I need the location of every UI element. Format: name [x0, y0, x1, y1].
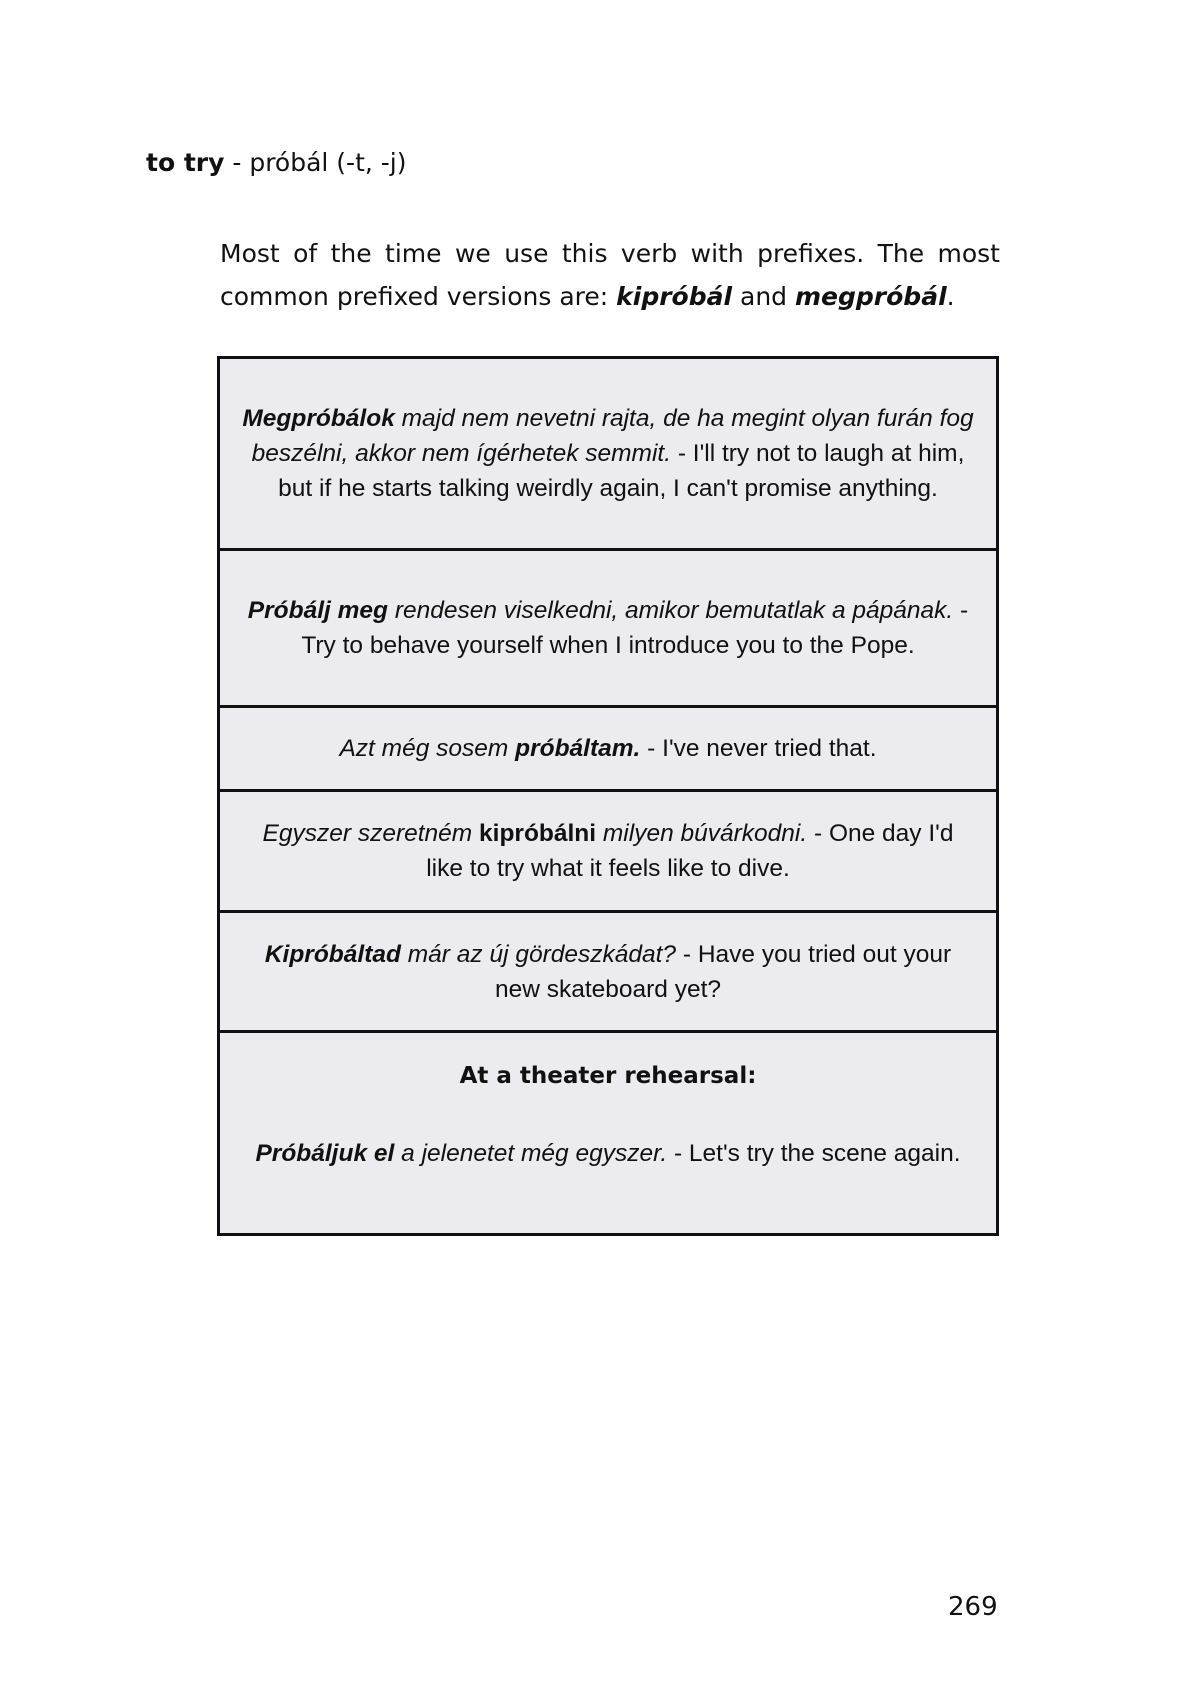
intro-word-megprobal: megpróbál [795, 282, 947, 311]
example-hungarian: majd nem nevetni rajta, de ha megint olyan furán fog beszélni, akkor nem ígérhetek semmit. [251, 405, 974, 467]
intro-word-kiprobal: kipróbál [616, 282, 733, 311]
example-hungarian-rest: milyen búvárkodni. [596, 820, 808, 847]
example-row [220, 548, 996, 705]
example-row [220, 359, 996, 548]
example-hungarian: már az új gördeszkádat? [400, 940, 677, 968]
example-row [220, 705, 996, 789]
example-keyword: próbáltam. [515, 735, 641, 762]
example-english: - I've never tried that. [640, 735, 877, 762]
example-english: - One day I'd like to try what it feels like to dive. [426, 820, 954, 882]
example-keyword: Kipróbáltad [264, 940, 401, 968]
example-hungarian: a jelenetet még egyszer. [394, 1140, 668, 1167]
example-keyword: Próbáljuk el [255, 1140, 395, 1167]
example-row [220, 1030, 996, 1233]
intro-text: Most of the time we use this verb with prefixes. The most common prefixed versions are: [220, 239, 1000, 311]
intro-paragraph [220, 232, 1000, 318]
example-keyword: Megpróbálok [242, 405, 395, 432]
entry-translation: - próbál (-t, -j) [224, 148, 407, 177]
example-hungarian: rendesen viselkedni, amikor bemutatlak a pápának. [388, 597, 954, 624]
intro-end: . [946, 282, 955, 311]
example-english: - Let's try the scene again. [667, 1140, 961, 1167]
intro-and: and [732, 282, 795, 311]
example-english: - Have you tried out your new skateboard yet? [494, 940, 952, 1003]
scene-title: At a theater rehearsal: [459, 1063, 757, 1089]
example-english: - Try to behave yourself when I introduce you to the Pope. [301, 597, 969, 659]
page-number: 269 [948, 1592, 998, 1622]
example-keyword: kipróbálni [479, 820, 597, 847]
example-keyword: Próbálj meg [247, 597, 389, 624]
entry-heading [146, 148, 407, 177]
example-hungarian: Egyszer szeretném [262, 820, 480, 847]
entry-term: to try [146, 148, 225, 177]
example-row [220, 789, 996, 910]
examples-table [217, 356, 999, 1236]
example-row [220, 910, 996, 1030]
example-english: - I'll try not to laugh at him, but if he starts talking weirdly again, I can't promise anything. [278, 440, 965, 502]
example-hungarian: Azt még sosem [339, 735, 516, 762]
